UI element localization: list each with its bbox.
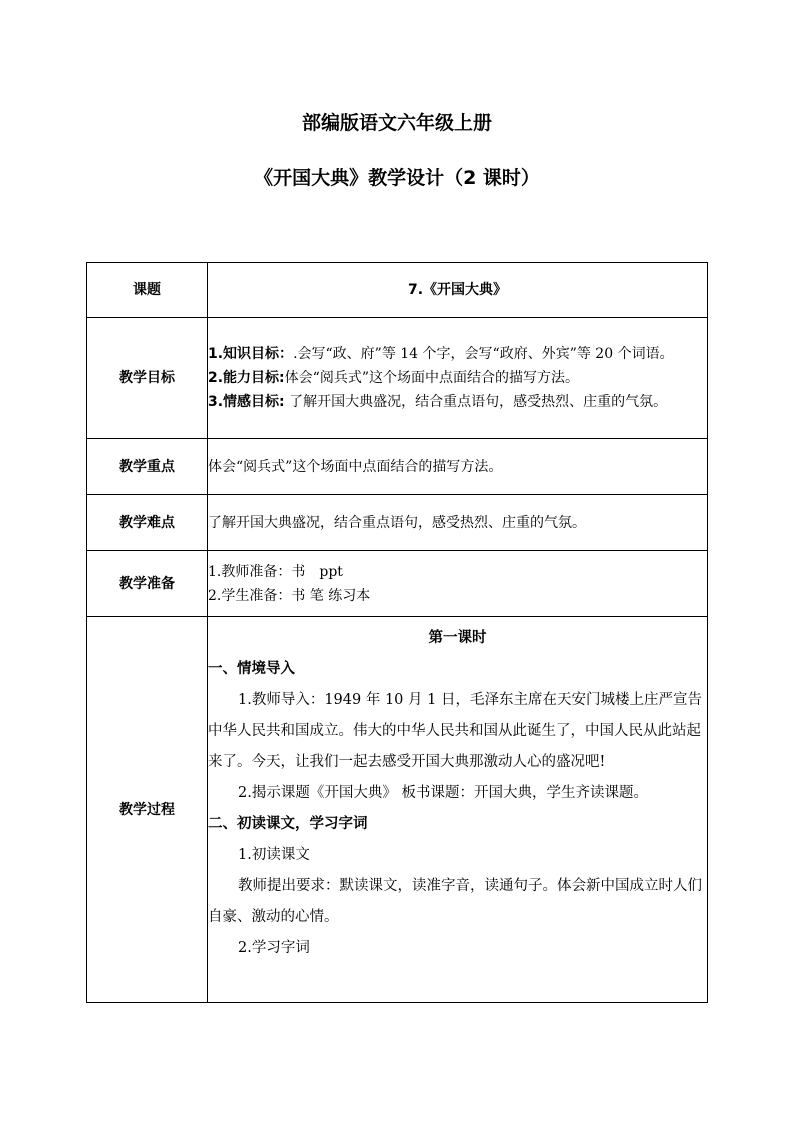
goal-key: 3.情感目标: bbox=[208, 394, 285, 410]
value-topic: 7.《开国大典》 bbox=[208, 263, 708, 318]
row-goals bbox=[87, 318, 708, 439]
value-difficulty: 了解开国大典盛况，结合重点语句，感受热烈、庄重的气氛。 bbox=[208, 495, 708, 551]
value-prep bbox=[208, 551, 708, 617]
goal-key: 1.知识目标： bbox=[208, 346, 294, 362]
paragraph: 2.学习字词 bbox=[238, 940, 310, 956]
row-difficulty bbox=[87, 495, 708, 551]
label-goals: 教学目标 bbox=[87, 318, 208, 439]
goal-key: 2.能力目标: bbox=[208, 370, 285, 386]
goal-text: .会写“政、府”等 14 个字，会写“政府、外宾”等 20 个词语。 bbox=[293, 346, 674, 362]
lesson-title: 第一课时 bbox=[428, 630, 487, 646]
paragraph: 2.揭示课题《开国大典》 板书课题：开国大典，学生齐读课题。 bbox=[238, 785, 648, 801]
row-focus bbox=[87, 439, 708, 495]
label-focus: 教学重点 bbox=[87, 439, 208, 495]
row-prep bbox=[87, 551, 708, 617]
paragraph: 1.教师导入：1949 年 10 月 1 日，毛泽东主席在天安门城楼上庄严宣告中华人民共和国成立。伟大的中华人民共和国从此诞生了，中国人民从此站起来了。今天，让我们一起去感受开国大典那激动人心的盛况吧! bbox=[208, 692, 702, 770]
label-process: 教学过程 bbox=[87, 617, 208, 1003]
document-title: 部编版语文六年级上册 bbox=[301, 112, 492, 134]
goal-item bbox=[208, 366, 707, 390]
row-process bbox=[87, 617, 708, 1003]
prep-teacher: 1.教师准备：书 ppt bbox=[208, 563, 343, 580]
section-heading: 二、初读课文，学习字词 bbox=[208, 816, 368, 832]
value-focus: 体会“阅兵式”这个场面中点面结合的描写方法。 bbox=[208, 439, 708, 495]
paragraph: 1.初读课文 bbox=[238, 847, 310, 863]
goal-item bbox=[208, 342, 707, 366]
document-subtitle: 《开国大典》教学设计（2 课时） bbox=[254, 167, 540, 189]
section-heading: 一、情境导入 bbox=[208, 661, 295, 677]
paragraph: 教师提出要求：默读课文，读准字音，读通句子。体会新中国成立时人们自豪、激动的心情。 bbox=[208, 878, 702, 925]
label-prep: 教学准备 bbox=[87, 551, 208, 617]
goal-item bbox=[208, 390, 707, 414]
goal-text: 了解开国大典盛况，结合重点语句，感受热烈、庄重的气氛。 bbox=[284, 394, 668, 410]
row-topic bbox=[87, 263, 708, 318]
label-difficulty: 教学难点 bbox=[87, 495, 208, 551]
prep-student: 2.学生准备：书 笔 练习本 bbox=[208, 587, 371, 604]
label-topic: 课题 bbox=[87, 263, 208, 318]
value-goals bbox=[208, 318, 708, 439]
lesson-plan-table bbox=[86, 262, 708, 1003]
value-process bbox=[208, 617, 708, 1003]
goal-text: 体会“阅兵式”这个场面中点面结合的描写方法。 bbox=[284, 370, 579, 386]
